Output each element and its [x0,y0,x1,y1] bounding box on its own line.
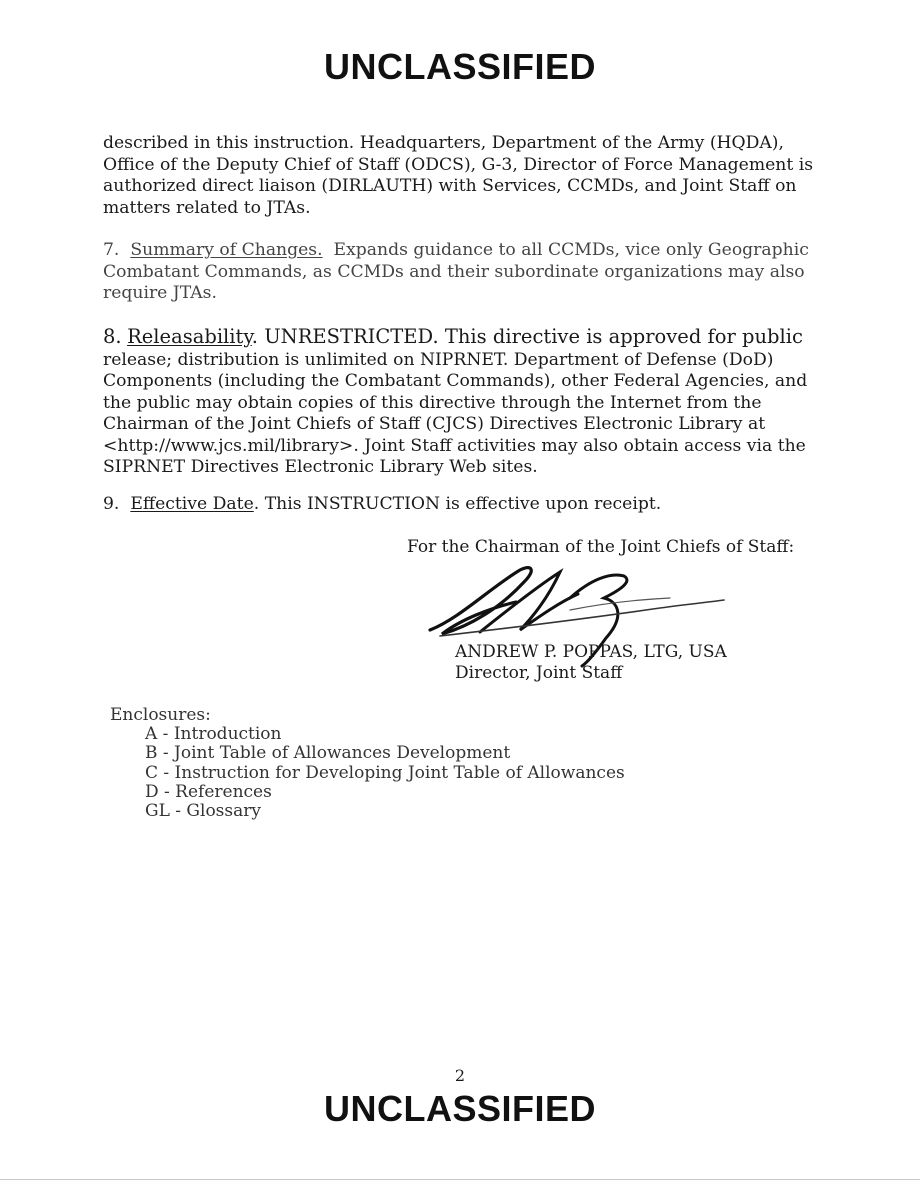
signer-title: Director, Joint Staff [455,663,623,683]
paragraph-7-heading: Summary of Changes. [130,240,323,260]
paragraph-8-body: release; distribution is unlimited on NIPRNET. Department of Defense (DoD) Components (including the Combatant Commands), other Federal Agencies, and the public may obtain copies of this directive through the Internet from the Chairman of the Joint Chiefs of Staff (CJCS) Directives Electronic Library at <http://www.jcs.mil/library>. Joint Staff activities may also obtain access via the SIPRNET Directives Electronic Library Web sites. [103,349,808,477]
classification-banner-bottom: UNCLASSIFIED [323,1088,596,1129]
paragraph-8-lead: . UNRESTRICTED. This directive is approved for public [251,325,803,348]
page-edge-line [0,1179,920,1180]
paragraph-9-heading: Effective Date [130,494,254,514]
signer-name: ANDREW P. POPPAS, LTG, USA [455,642,727,662]
paragraph-9-number: 9. [103,494,120,514]
paragraph-7-number: 7. [103,240,120,260]
enclosures-list [145,725,625,821]
enclosure-item: C - Instruction for Developing Joint Table of Allowances [145,762,625,783]
paragraph-9 [103,494,823,516]
paragraph-8 [103,326,823,479]
signer-block [455,642,727,684]
enclosure-item: A - Introduction [145,724,282,744]
enclosures-title: Enclosures: [110,705,211,725]
page-number: 2 [454,1066,466,1085]
classification-banner-top: UNCLASSIFIED [323,46,596,87]
enclosure-item: GL - Glossary [145,801,261,822]
paragraph-7 [103,240,823,305]
signature-closing: For the Chairman of the Joint Chiefs of Staff: [407,537,795,557]
paragraph-continuation: described in this instruction. Headquarters, Department of the Army (HQDA), Office of the Deputy Chief of Staff (ODCS), G-3, Director of Force Management is authorized direct liaison (DIRLAUTH) with Services, CCMDs, and Joint Staff on matters related to JTAs. [103,133,814,218]
paragraph-8-number: 8. [103,325,122,348]
enclosure-item: D - References [145,781,272,802]
paragraph-7-body: Expands guidance to all CCMDs, vice only Geographic Combatant Commands, as CCMDs and their subordinate organizations may also require JTAs. [103,240,809,303]
enclosure-item: B - Joint Table of Allowances Development [145,743,511,764]
paragraph-9-body: . This INSTRUCTION is effective upon receipt. [253,494,662,514]
paragraph-8-heading: Releasability [127,325,252,348]
